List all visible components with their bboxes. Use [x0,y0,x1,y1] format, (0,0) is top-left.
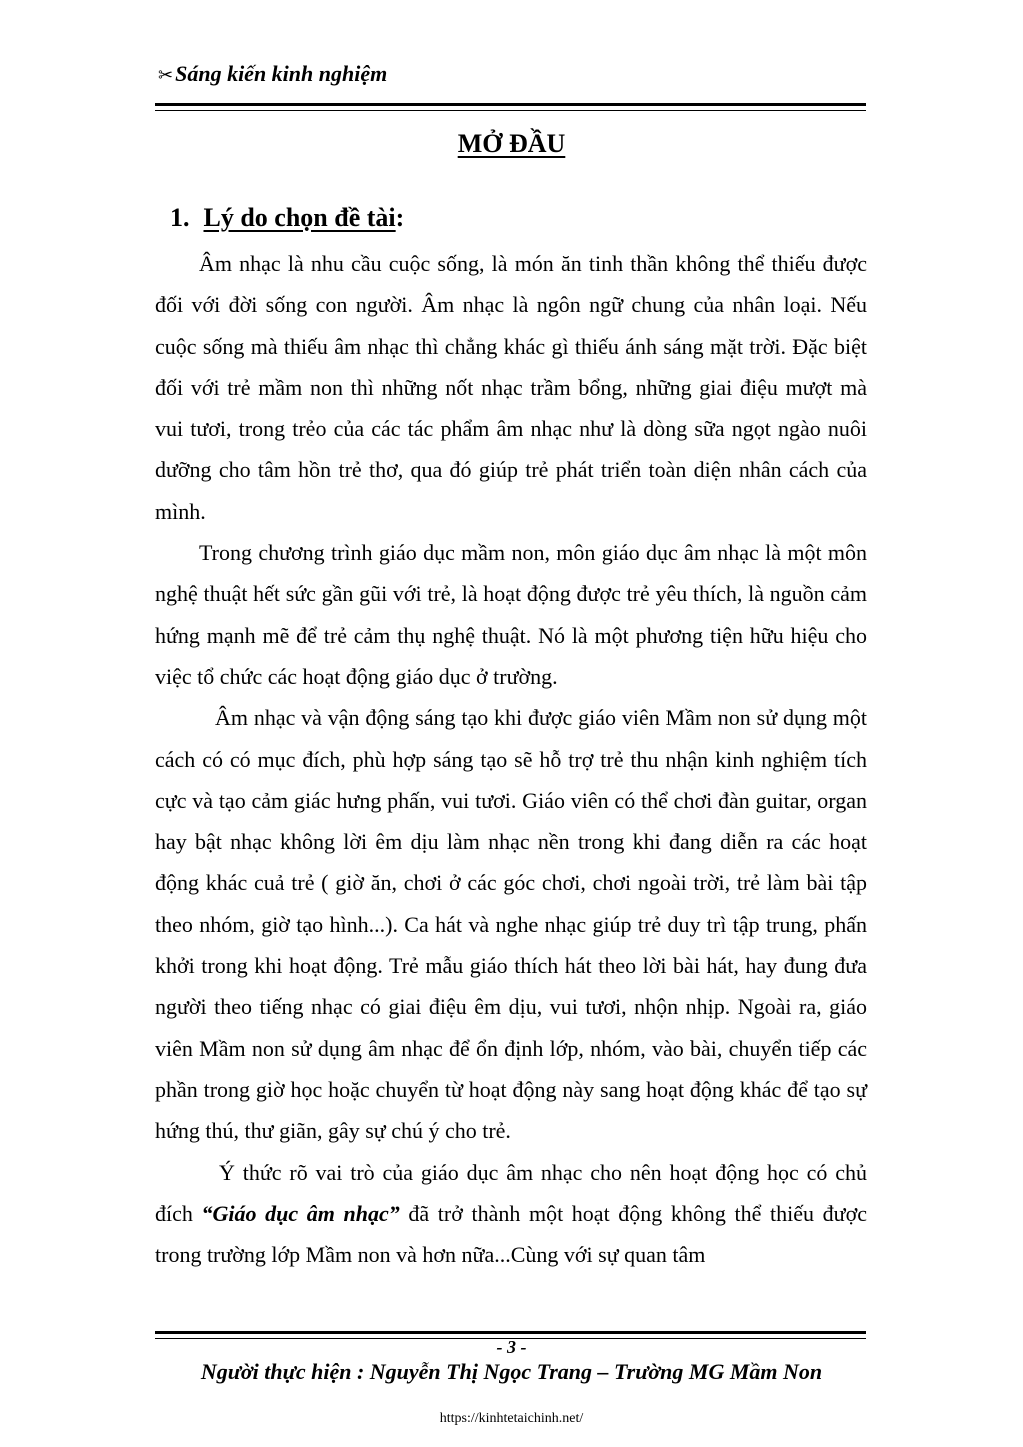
paragraph-4-emphasis: “Giáo dục âm nhạc” [201,1200,400,1226]
paragraph-4-before: Ý thức rõ vai trò của giáo dục âm nhạc cho nên hoạt động học có chủ đích [155,1159,867,1226]
header-title: Sáng kiến kinh nghiệm [175,61,388,86]
paragraph-2: Trong chương trình giáo dục mầm non, môn giáo dục âm nhạc là một môn nghệ thuật hết sức gần gũi với trẻ, là hoạt động được trẻ yêu thích, là nguồn cảm hứng mạnh mẽ để trẻ cảm thụ nghệ thuật. Nó là một phương tiện hữu hiệu cho việc tổ chức các hoạt động giáo dục ở trường. [155,540,867,689]
paragraph-4-after: đã trở thành một hoạt động không thể thiếu được trong trường lớp Mầm non và hơn nữa...Cùng với sự quan tâm [155,1200,867,1268]
footer-author: Người thực hiện : Nguyễn Thị Ngọc Trang – Trường MG Mầm Non [200,1359,823,1384]
source-url: https://kinhtetaichinh.net/ [439,1411,584,1426]
section-title: Lý do chọn đề tài [203,203,396,232]
paragraph-3: Âm nhạc và vận động sáng tạo khi được giáo viên Mầm non sử dụng một cách có có mục đích, phù hợp sáng tạo sẽ hỗ trợ trẻ thu nhận kinh nghiệm tích cực và tạo cảm giác hưng phấn, vui tươi. Giáo viên có thể chơi đàn guitar, organ hay bật nhạc không lời êm dịu làm nhạc nền trong khi đang diễn ra các hoạt động khác cuả trẻ ( giờ ăn, chơi ở các góc chơi, chơi ngoài trời, trẻ làm bài tập theo nhóm, giờ tạo hình...). Ca hát và nghe nhạc giúp trẻ duy trì tập trung, phấn khởi trong khi hoạt động. Trẻ mẫu giáo thích hát theo lời bài hát, hay đung đưa người theo tiếng nhạc có giai điệu êm dịu, vui tươi, nhộn nhịp. Ngoài ra, giáo viên Mầm non sử dụng âm nhạc để ổn định lớp, nhóm, vào bài, chuyển tiếp các phần trong giờ học hoặc chuyển từ hoạt động này sang hoạt động khác để tạo sự hứng thú, thư giãn, gây sự chú ý cho trẻ. [155,705,867,1144]
body-text [155,243,867,1275]
section-colon: : [395,203,405,232]
section-heading [170,201,404,235]
document-header [158,60,387,89]
scissors-icon: ✂ [158,65,174,85]
paragraph-4 [155,1152,867,1276]
page-title: MỞ ĐẦU [457,129,566,158]
page-number: - 3 - [496,1337,527,1357]
header-divider [155,103,866,111]
section-number: 1. [170,203,190,232]
paragraph-1: Âm nhạc là nhu cầu cuộc sống, là món ăn tinh thần không thể thiếu được đối với đời sống con người. Âm nhạc là ngôn ngữ chung của nhân loại. Nếu cuộc sống mà thiếu âm nhạc thì chẳng khác gì thiếu ánh sáng mặt trời. Đặc biệt đối với trẻ mầm non thì những nốt nhạc trầm bổng, những giai điệu mượt mà vui tươi, trong trẻo của các tác phẩm âm nhạc như là dòng sữa ngọt ngào nuôi dưỡng cho tâm hồn trẻ thơ, qua đó giúp trẻ phát triển toàn diện nhân cách của mình. [155,251,867,524]
